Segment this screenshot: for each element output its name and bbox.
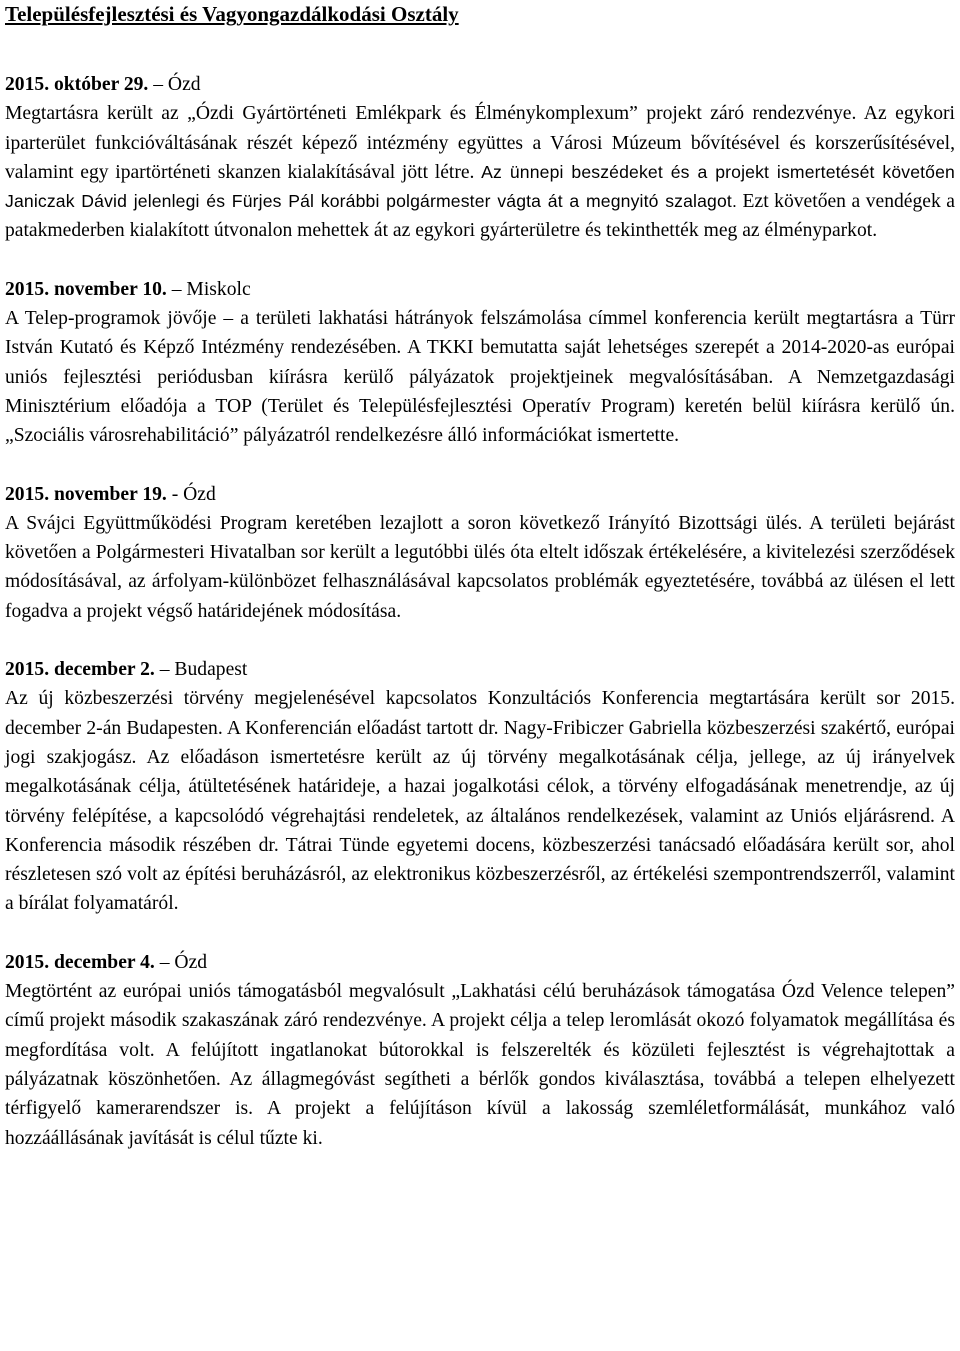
document-page — [5, 0, 955, 1153]
entry-dash: - — [166, 483, 184, 505]
entry-date: 2015. december 4. — [5, 951, 155, 973]
entry-body: A Telep-programok jövője – a területi lakhatási hátrányok felszámolása címmel konferencia került megtartásra a Türr István Kutató és Képző Intézmény rendezésében. A TKKI bemutatta saját lehetséges szerepét a 2014-2020-as európai uniós fejlesztési periódusban kiírásra kerülő pályázatok projektjeinek megvalósításában. A Nemzetgazdasági Minisztérium előadója a TOP (Terület és Településfejlesztési Operatív Program) keretén belül kiírásra kerülő ún. „Szociális városrehabilitáció” pályázatról rendelkezésre álló információkat ismertette. — [5, 308, 955, 447]
news-entry-nov-19 — [5, 480, 955, 626]
news-entry-dec-4 — [5, 948, 955, 1153]
entry-date-line — [5, 948, 955, 977]
entry-body: A Svájci Együttműködési Program keretében lezajlott a soron következő Irányító Bizottsági ülés. A területi bejárást követően a Polgármesteri Hivatalban sor került a legutóbbi ülés óta eltelt időszak értékelésére, a kivitelezési szerződések módosításával, az árfolyam-különbözet felhasználásával kapcsolatos problémák egyeztetésére, továbbá az ülésen el lett fogadva a projekt végső határidejének módosítása. — [5, 512, 955, 622]
entry-place: Budapest — [174, 659, 248, 681]
entry-body: Az új közbeszerzési törvény megjelenésével kapcsolatos Konzultációs Konferencia megtartására került sor 2015. december 2-án Budapesten. A Konferencián előadást tartott dr. Nagy-Fribiczer Gabriella közbeszerzési szakértő, európai jogi szakjogász. Az előadáson ismertetésre került az új törvény megalkotásának célja, jellege, az új irányelvek megalkotásának célja, átültetésének határideje, a hazai jogalkotási célok, a törvény elfogadásának menetrendje, az új törvény felépítése, a kapcsolódó végrehajtási rendeletek, az általános rendelkezések, valamint az Uniós eljárásrend. A Konferencia második részében dr. Tátrai Tünde egyetemi docens, közbeszerzési tanácsadó előadására került sor, ahol részletesen szó volt az építési beruházásról, az elektronikus közbeszerzésről, az értékelési szempontrendszerről, valamint a bírálat folyamatáról. — [5, 688, 955, 915]
entry-body — [5, 99, 955, 245]
entry-date-line — [5, 480, 955, 509]
entry-date: 2015. december 2. — [5, 659, 155, 681]
entry-place: Ózd — [183, 483, 216, 505]
entry-dash: – — [148, 74, 168, 95]
entry-date: 2015. november 19. — [5, 483, 167, 505]
entry-place: Miskolc — [186, 278, 251, 300]
entry-dash: – — [154, 659, 175, 681]
entry-dash: – — [154, 951, 175, 973]
entry-dash: – — [166, 278, 187, 300]
news-entry-nov-10 — [5, 275, 955, 451]
entry-date-line — [5, 275, 955, 304]
entry-place: Ózd — [167, 74, 201, 95]
entry-date: 2015. november 10. — [5, 278, 167, 300]
entry-date-line — [5, 655, 955, 684]
entry-body: Megtörtént az európai uniós támogatásból megvalósult „Lakhatási célú beruházások támogatása Ózd Velence telepen” című projekt második szakaszának záró rendezvénye. A projekt célja a telep leromlását okozó folyamatok megállítása és megfordítása volt. A felújított ingatlanokat bútorokkal is felszerelték és közületi fejlesztést is végrehajtottak a pályázatnak köszönhetően. Az állagmegóvást segítheti a bérlők gondos kiválasztása, továbbá a telepen elhelyezett térfigyelő kamerarendszer is. A projekt a felújításon kívül a lakosság szemléletformálását, munkához való hozzáállásának javítását is célul tűzte ki. — [5, 981, 955, 1149]
entry-body-part-1: Megtartásra került az „Ózdi Gyártörténeti Emlékpark és Élménykomplexum” projekt záró rendezvénye. Az egykori iparterület funkcióváltásának részét képező intézmény együttes a Városi Múzeum bővítésével és korszerűsítésével, valamint egy ipartörténeti skanzen kialakításával jött létre. — [5, 103, 955, 183]
entry-date-line — [5, 70, 955, 99]
news-entry-oct-29 — [5, 70, 955, 246]
department-heading: Településfejlesztési és Vagyongazdálkodási Osztály — [5, 2, 459, 26]
news-entry-dec-2 — [5, 655, 955, 919]
entry-place: Ózd — [174, 951, 208, 973]
entry-body-part-3: Ezt követően a vendégek a patakmederben kialakított útvonalon mehettek át az egykori gyárterületre és tekinthették meg az élményparkot. — [5, 191, 955, 242]
entry-body-part-2: Az ünnepi beszédeket és a projekt ismertetését követően Janiczak Dávid jelenlegi és Fürjes Pál korábbi polgármester vágta át a megnyitó szalagot. — [5, 161, 955, 212]
entry-date: 2015. október 29. — [5, 74, 149, 95]
